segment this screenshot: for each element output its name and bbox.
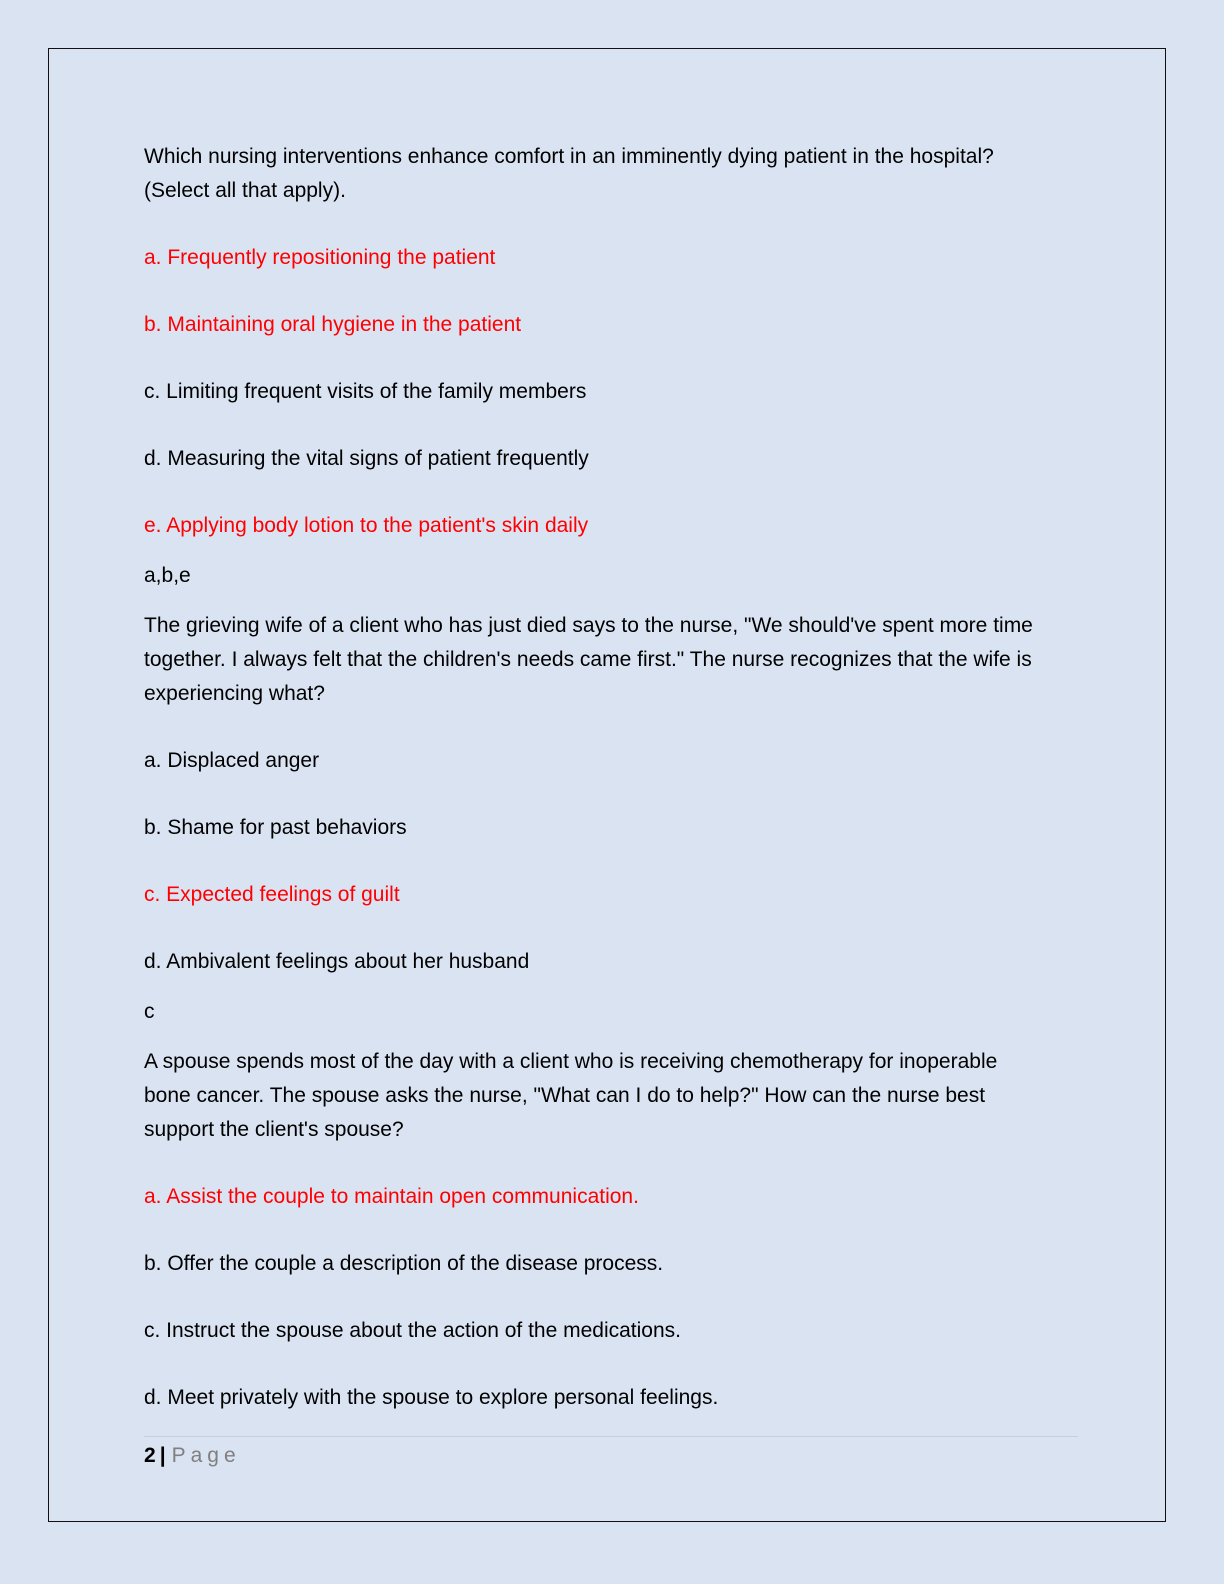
question-stem-line: support the client's spouse? <box>144 1118 404 1141</box>
footer-divider <box>144 1436 1078 1437</box>
answer-option: d. Ambivalent feelings about her husband <box>144 950 530 973</box>
answer-option: d. Meet privately with the spouse to explore personal feelings. <box>144 1386 719 1409</box>
question-stem-line: A spouse spends most of the day with a client who is receiving chemotherapy for inoperable <box>144 1050 998 1073</box>
footer-separator: | <box>159 1444 166 1467</box>
answer-option: a. Displaced anger <box>144 749 320 772</box>
document-body <box>144 140 1078 1415</box>
page-footer <box>144 1436 1078 1471</box>
question-stem-line: (Select all that apply). <box>144 179 346 202</box>
answer-option: c. Limiting frequent visits of the family members <box>144 380 587 403</box>
answer-option-correct: b. Maintaining oral hygiene in the patient <box>144 313 522 336</box>
answer-key: c <box>144 1000 155 1023</box>
question-stem-line: The grieving wife of a client who has just died says to the nurse, "We should've spent more time <box>144 614 1033 637</box>
page-number: 2 <box>144 1444 156 1467</box>
answer-option-correct: e. Applying body lotion to the patient's skin daily <box>144 514 589 537</box>
page-label: Page <box>171 1444 241 1467</box>
question-stem-line: together. I always felt that the children's needs came first." The nurse recognizes that the wife is <box>144 648 1032 671</box>
question-stem-line: Which nursing interventions enhance comfort in an imminently dying patient in the hospital? <box>144 145 994 168</box>
answer-option: b. Offer the couple a description of the disease process. <box>144 1252 664 1275</box>
answer-option-correct: a. Frequently repositioning the patient <box>144 246 496 269</box>
question-stem-line: bone cancer. The spouse asks the nurse, "What can I do to help?" How can the nurse best <box>144 1084 986 1107</box>
question-stem-line: experiencing what? <box>144 682 325 705</box>
answer-option: d. Measuring the vital signs of patient frequently <box>144 447 589 470</box>
answer-option: c. Instruct the spouse about the action of the medications. <box>144 1319 681 1342</box>
answer-key: a,b,e <box>144 564 191 587</box>
answer-option-correct: a. Assist the couple to maintain open communication. <box>144 1185 639 1208</box>
page-number-line <box>144 1441 1078 1471</box>
answer-option: b. Shame for past behaviors <box>144 816 407 839</box>
answer-option-correct: c. Expected feelings of guilt <box>144 883 400 906</box>
